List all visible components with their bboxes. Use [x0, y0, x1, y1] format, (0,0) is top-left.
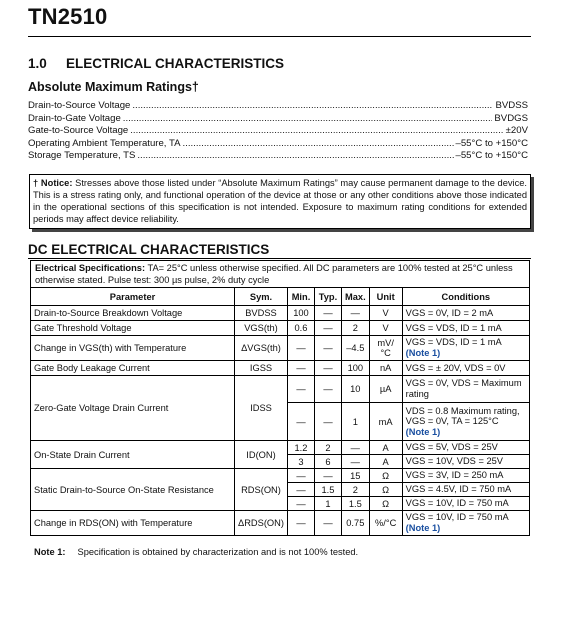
- abs-max-row: [28, 100, 528, 113]
- min-cell: —: [287, 376, 314, 403]
- leader-dots: [132, 100, 493, 113]
- sym-cell: ΔVGS(th): [235, 336, 288, 361]
- abs-max-value: –55°C to +150°C: [455, 150, 528, 162]
- unit-cell: mA: [369, 403, 402, 441]
- max-cell: 0.75: [341, 511, 369, 536]
- param-cell: Static Drain-to-Source On-State Resistance: [31, 469, 235, 511]
- cond-cell: VGS = 3V, ID = 250 mA: [402, 469, 529, 483]
- abs-max-row: [28, 125, 528, 138]
- unit-cell: A: [369, 441, 402, 455]
- section-title: ELECTRICAL CHARACTERISTICS: [66, 56, 285, 71]
- cond-cell: VGS = 5V, VDS = 25V: [402, 441, 529, 455]
- max-cell: 2: [341, 321, 369, 336]
- unit-cell: A: [369, 455, 402, 469]
- abs-max-label: Operating Ambient Temperature, TA: [28, 137, 181, 149]
- max-cell: 100: [341, 361, 369, 376]
- col-header-unit: Unit: [369, 288, 402, 306]
- col-header-typ: Typ.: [314, 288, 341, 306]
- cond-cell: VGS = VDS, ID = 1 mA: [402, 321, 529, 336]
- table-row: [31, 511, 530, 536]
- sym-cell: IDSS: [235, 376, 288, 441]
- typ-cell: —: [314, 469, 341, 483]
- max-cell: —: [341, 455, 369, 469]
- typ-cell: 1.5: [314, 483, 341, 497]
- abs-max-heading: Absolute Maximum Ratings†: [28, 80, 199, 94]
- note-ref: (Note 1): [405, 426, 441, 437]
- min-cell: —: [287, 336, 314, 361]
- abs-max-row: [28, 113, 528, 126]
- unit-cell: Ω: [369, 469, 402, 483]
- typ-cell: 1: [314, 497, 341, 511]
- abs-max-value: BVDSS: [495, 100, 528, 111]
- sym-cell: VGS(th): [235, 321, 288, 336]
- abs-max-list: [28, 100, 528, 163]
- table-row: [31, 361, 530, 376]
- unit-cell: Ω: [369, 497, 402, 511]
- sym-cell: RDS(ON): [235, 469, 288, 511]
- spec-text: TA= 25°C unless otherwise specified. All DC parameters are 100% tested at 25°C unless otherwise stated. Pulse test: 300 µs pulse, 2% duty cycle: [35, 263, 513, 285]
- cond-cell: VGS = 10V, ID = 750 mA: [402, 497, 529, 511]
- typ-cell: —: [314, 336, 341, 361]
- abs-max-value: ±20V: [505, 125, 528, 137]
- abs-max-label: Drain-to-Gate Voltage: [28, 112, 121, 124]
- min-cell: —: [287, 511, 314, 536]
- col-header-parameter: Parameter: [31, 288, 235, 306]
- max-cell: –4.5: [341, 336, 369, 361]
- unit-cell: µA: [369, 376, 402, 403]
- param-cell: Gate Body Leakage Current: [31, 361, 235, 376]
- typ-cell: —: [314, 321, 341, 336]
- param-cell: Zero-Gate Voltage Drain Current: [31, 376, 235, 441]
- abs-max-value: –55°C to +150°C: [455, 137, 528, 149]
- section-heading: [28, 56, 284, 71]
- min-cell: 0.6: [287, 321, 314, 336]
- unit-cell: %/°C: [369, 511, 402, 536]
- dc-characteristics-table: [30, 287, 530, 536]
- abs-max-label: Storage Temperature, TS: [28, 150, 136, 162]
- leader-dots: [183, 138, 454, 151]
- cond-cell: VGS = 0V, VDS = Maximum rating: [402, 376, 529, 403]
- table-row: [31, 306, 530, 321]
- cond-cell: VGS = ± 20V, VDS = 0V: [402, 361, 529, 376]
- typ-cell: —: [314, 403, 341, 441]
- cond-cell: [402, 336, 529, 361]
- max-cell: 1: [341, 403, 369, 441]
- min-cell: —: [287, 497, 314, 511]
- cond-text: VGS = VDS, ID = 1 mA: [405, 337, 502, 348]
- unit-cell: Ω: [369, 483, 402, 497]
- cond-text: VDS = 0.8 Maximum rating, VGS = 0V, TA = 125°C: [405, 405, 520, 427]
- title-rule: [28, 36, 531, 37]
- note-ref: (Note 1): [405, 523, 441, 533]
- abs-max-row: [28, 138, 528, 151]
- unit-cell: V: [369, 321, 402, 336]
- sym-cell: ΔRDS(ON): [235, 511, 288, 536]
- leader-dots: [123, 113, 493, 126]
- dc-section-title: DC ELECTRICAL CHARACTERISTICS: [28, 242, 270, 257]
- max-cell: 10: [341, 376, 369, 403]
- typ-cell: —: [314, 306, 341, 321]
- min-cell: —: [287, 361, 314, 376]
- min-cell: 1.2: [287, 441, 314, 455]
- note-label: Note 1:: [34, 547, 66, 557]
- notice-label: † Notice:: [33, 178, 73, 188]
- unit-cell: nA: [369, 361, 402, 376]
- unit-cell: V: [369, 306, 402, 321]
- table-row: [31, 321, 530, 336]
- notice-text: Stresses above those listed under “Absolute Maximum Ratings” may cause permanent damage to the device. This is a stress rating only, and functional operation of the device at those or any other conditions above those indicated in the operational sections of this specification is not intended. Exposure to maximum rating conditions for extended periods may affect device reliability.: [33, 178, 528, 224]
- param-cell: Change in RDS(ON) with Temperature: [31, 511, 235, 536]
- col-header-max: Max.: [341, 288, 369, 306]
- typ-cell: —: [314, 376, 341, 403]
- col-header-sym: Sym.: [235, 288, 288, 306]
- unit-cell: mV/°C: [369, 336, 402, 361]
- section-number: 1.0: [28, 56, 47, 71]
- cond-cell: VGS = 0V, ID = 2 mA: [402, 306, 529, 321]
- abs-max-label: Gate-to-Source Voltage: [28, 125, 129, 137]
- spec-label: Electrical Specifications:: [35, 263, 146, 273]
- col-header-conditions: Conditions: [402, 288, 529, 306]
- sym-cell: BVDSS: [235, 306, 288, 321]
- min-cell: —: [287, 483, 314, 497]
- max-cell: 15: [341, 469, 369, 483]
- col-header-min: Min.: [287, 288, 314, 306]
- sym-cell: ID(ON): [235, 441, 288, 469]
- abs-max-value: BVDGS: [494, 112, 528, 124]
- table-row: [31, 441, 530, 455]
- table-row: [31, 376, 530, 403]
- leader-dots: [130, 125, 503, 138]
- max-cell: 2: [341, 483, 369, 497]
- cond-cell: VGS = 10V, VDS = 25V: [402, 455, 529, 469]
- cond-cell: [402, 511, 529, 536]
- typ-cell: —: [314, 361, 341, 376]
- notice-box: [29, 174, 531, 229]
- typ-cell: 2: [314, 441, 341, 455]
- dc-title-rule: [28, 258, 531, 259]
- abs-max-label: Drain-to-Source Voltage: [28, 100, 131, 111]
- typ-cell: —: [314, 511, 341, 536]
- note-text: Specification is obtained by characterization and is not 100% tested.: [77, 547, 359, 557]
- sym-cell: IGSS: [235, 361, 288, 376]
- table-header-row: [31, 288, 530, 306]
- min-cell: 3: [287, 455, 314, 469]
- max-cell: —: [341, 306, 369, 321]
- spec-header: [30, 260, 530, 288]
- typ-cell: 6: [314, 455, 341, 469]
- cond-cell: VGS = 4.5V, ID = 750 mA: [402, 483, 529, 497]
- param-cell: On-State Drain Current: [31, 441, 235, 469]
- leader-dots: [137, 150, 453, 163]
- min-cell: 100: [287, 306, 314, 321]
- max-cell: —: [341, 441, 369, 455]
- param-cell: Change in VGS(th) with Temperature: [31, 336, 235, 361]
- document-title: TN2510: [28, 4, 108, 29]
- table-row: [31, 469, 530, 483]
- min-cell: —: [287, 403, 314, 441]
- cond-text: VGS = 10V, ID = 750 mA: [405, 512, 509, 523]
- table-notes: [34, 547, 358, 557]
- min-cell: —: [287, 469, 314, 483]
- table-row: [31, 336, 530, 361]
- param-cell: Gate Threshold Voltage: [31, 321, 235, 336]
- max-cell: 1.5: [341, 497, 369, 511]
- cond-cell: [402, 403, 529, 441]
- note-ref: (Note 1): [405, 348, 441, 358]
- abs-max-row: [28, 150, 528, 163]
- param-cell: Drain-to-Source Breakdown Voltage: [31, 306, 235, 321]
